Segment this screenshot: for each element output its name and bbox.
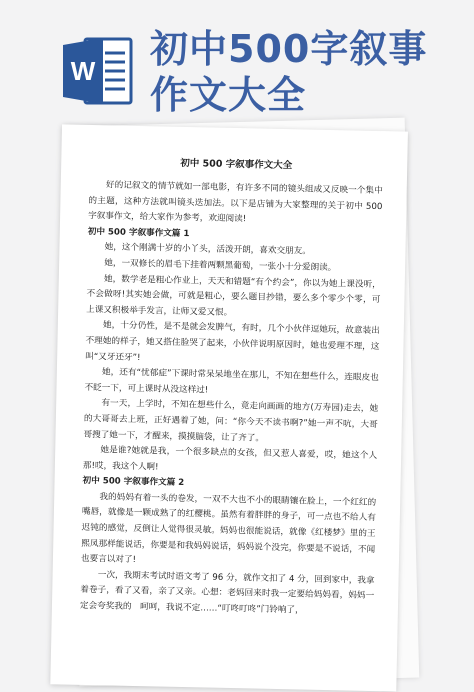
essay-1-paragraph: 她，这个刚满十岁的小丫头，活泼开朗，喜欢交朋友。 [104, 242, 311, 257]
cover-title [150, 26, 450, 118]
word-icon [59, 33, 135, 109]
essay-2-paragraph: 我的妈妈有着一头的卷发，一双不大也不小的眼睛镶在脸上，一个红红的嘴唇，就像是一颗成熟了的红樱桃。虽然有着胖胖的身子，可一点也不给人有迟钝的感觉，反倒让人觉得很灵敏。妈妈也很能说话，就像《红楼梦》里的王熙凤那样能说话，你要是和我妈妈说话，妈妈说个没完，你要是不说话，不闻也要言以对了! [80, 492, 377, 566]
essay-1-paragraph: 她，一双修长的眉毛下挂着两颗黑葡萄，一张小十分爱朗读。 [104, 258, 337, 274]
essay-1-heading: 初中 500 字叙事作文篇 1 [87, 226, 190, 239]
essay-1-paragraph: 她，十分仍性，是不是就会发脾气，有时，几个小伙伴逗她玩，故意装出不理她的样子，她又搭住脸哭了起来，小伙伴说明原因时，她也爱理不理，这叫“又牙还牙”! [85, 320, 380, 363]
essay-1-paragraph: 她是谁?她就是我，一个很多缺点的女孩，但又惹人喜爱，哎，她这个人那!哎，我这个人啊! [82, 445, 378, 473]
essay-1-paragraph: 她，还有“忧郁症”下课时常呆呆地坐在那儿，不知在想些什么，连眼皮也不眨一下，可上课时从没这样过! [84, 367, 379, 396]
document-page [50, 124, 408, 691]
word-logo-letter: W [70, 56, 96, 86]
essay-1-paragraph: 她，数学老是粗心作业上，天天和错题“有个约会”，你以为她上课没听，不会做呀!其实她会做，可就是粗心，要么题目抄错，要么多个零少个零，可上课又积极举手发言，让师又爱又恨。 [86, 273, 381, 318]
intro-paragraph: 好的记叙文的情节就如一部电影，有许多不同的镜头组成又反映一个集中的主题，这种方法就叫镜头迭加法。以下是店铺为大家整理的关于初中 500 字叙事作文，给大家作为参考，欢迎阅读! [88, 180, 383, 225]
cover-title-line-2: 作文大全 [150, 73, 307, 117]
essay-1-paragraph: 有一天，上学时，不知在想些什么，竟走向画画的地方(万寿园)走去，她的大哥哥去上班，正好遇着了她，问：“你今天不读书啊?”她一声不吭，大哥哥搜了她一下，才醒来，摸摸脑袋，让了齐了。 [83, 398, 379, 444]
cover-title-line-1: 初中500字叙事 [150, 27, 428, 71]
essay-2-heading: 初中 500 字叙事作文篇 2 [82, 476, 185, 489]
essay-2-paragraph: 一次，我期末考试时语文考了 96 分，就作文扣了 4 分，回到家中，我拿着卷子，看了又看，亲了又亲。心想：老妈回来时我一定要给妈妈看，妈妈一定会夸奖我的 呵呵，我说不定……“叮咚叮咚”门铃响了， [79, 570, 375, 616]
document-title: 初中 500 字叙事作文大全 [180, 157, 293, 172]
